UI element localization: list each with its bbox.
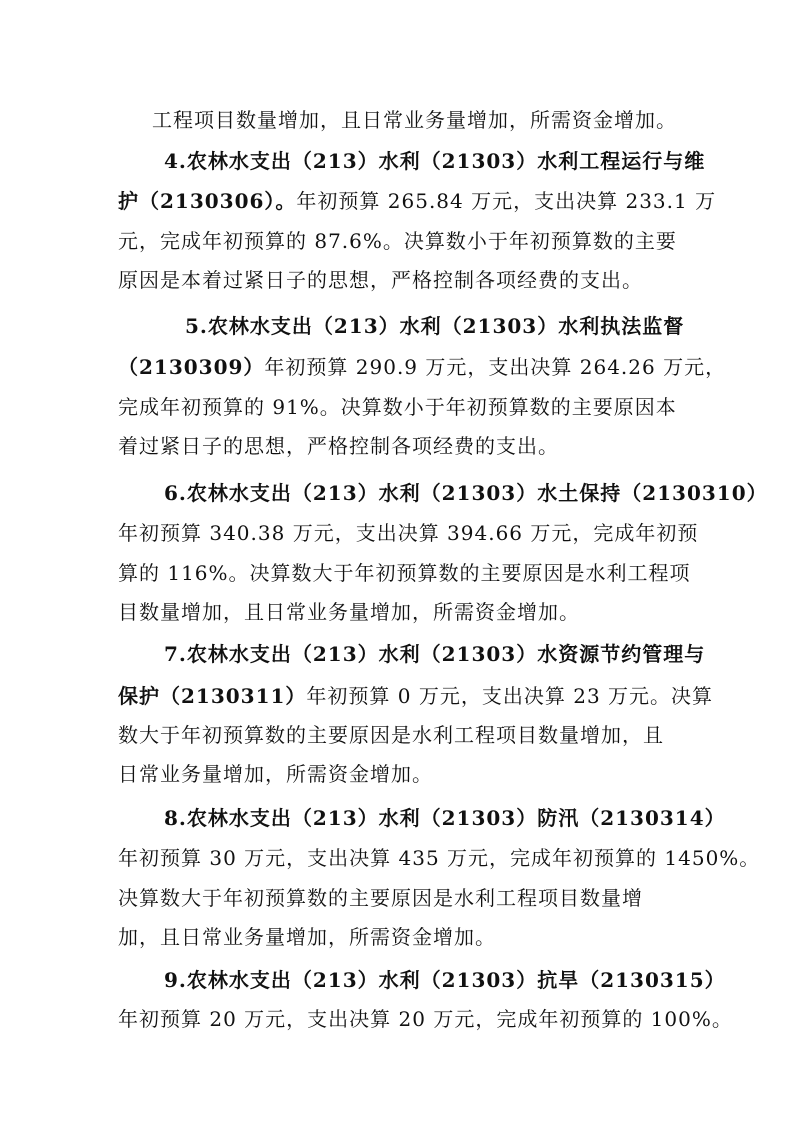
- item-heading: （2130309）: [118, 355, 265, 379]
- text-segment: 年初预算 340.38 万元，支出决算 394.66 万元，完成年初预: [118, 521, 699, 545]
- text-segment: 工程项目数量增加，且日常业务量增加，所需资金增加。: [152, 108, 677, 132]
- text-line: [118, 600, 580, 624]
- text-line: [118, 434, 559, 458]
- item-heading: 7.农林水支出（213）水利（21303）水资源节约管理与: [164, 642, 706, 666]
- text-line: [164, 481, 768, 505]
- text-line: [164, 806, 726, 830]
- text-segment: 着过紧日子的思想，严格控制各项经费的支出。: [118, 434, 559, 458]
- text-line: [118, 355, 726, 379]
- text-line: [185, 314, 684, 338]
- item-heading: 5.农林水支出（213）水利（21303）水利执法监督: [185, 314, 685, 338]
- text-segment: 日常业务量增加，所需资金增加。: [118, 762, 433, 786]
- item-heading: 4.农林水支出（213）水利（21303）水利工程运行与维: [164, 149, 706, 173]
- text-segment: 年初预算 0 万元，支出决算 23 万元。决算: [306, 684, 714, 708]
- text-line: [152, 108, 677, 132]
- text-line: [118, 268, 643, 292]
- text-line: [118, 762, 433, 786]
- item-heading: 8.农林水支出（213）水利（21303）防汛（2130314）: [164, 806, 726, 830]
- text-line: [164, 642, 705, 666]
- text-line: [118, 561, 691, 585]
- text-segment: 目数量增加，且日常业务量增加，所需资金增加。: [118, 600, 580, 624]
- text-segment: 年初预算 20 万元，支出决算 20 万元，完成年初预算的 100%。: [118, 1007, 733, 1031]
- text-line: [118, 723, 664, 747]
- item-heading: 保护（2130311）: [118, 684, 307, 708]
- text-segment: 年初预算 290.9 万元，支出决算 264.26 万元，: [264, 355, 727, 379]
- text-segment: 完成年初预算的 91%。决算数小于年初预算数的主要原因本: [118, 395, 677, 419]
- text-line: [118, 189, 716, 213]
- item-heading: 护（2130306）。: [118, 189, 297, 213]
- text-segment: 元，完成年初预算的 87.6%。决算数小于年初预算数的主要: [118, 229, 677, 253]
- text-line: [118, 886, 643, 910]
- text-line: [118, 846, 760, 870]
- text-line: [118, 229, 677, 253]
- text-line: [118, 521, 698, 545]
- item-heading: 6.农林水支出（213）水利（21303）水土保持（2130310）: [164, 481, 768, 505]
- text-segment: 原因是本着过紧日子的思想，严格控制各项经费的支出。: [118, 268, 643, 292]
- item-heading: 9.农林水支出（213）水利（21303）抗旱（2130315）: [164, 968, 726, 992]
- text-segment: 数大于年初预算数的主要原因是水利工程项目数量增加，且: [118, 723, 664, 747]
- text-line: [118, 684, 713, 708]
- text-segment: 年初预算 30 万元，支出决算 435 万元，完成年初预算的 1450%。: [118, 846, 761, 870]
- text-segment: 加，且日常业务量增加，所需资金增加。: [118, 925, 496, 949]
- text-line: [164, 968, 726, 992]
- text-segment: 决算数大于年初预算数的主要原因是水利工程项目数量增: [118, 886, 643, 910]
- text-segment: 算的 116%。决算数大于年初预算数的主要原因是水利工程项: [118, 561, 691, 585]
- text-line: [118, 395, 677, 419]
- text-line: [164, 149, 705, 173]
- text-line: [118, 925, 496, 949]
- text-segment: 年初预算 265.84 万元，支出决算 233.1 万: [296, 189, 717, 213]
- text-line: [118, 1007, 733, 1031]
